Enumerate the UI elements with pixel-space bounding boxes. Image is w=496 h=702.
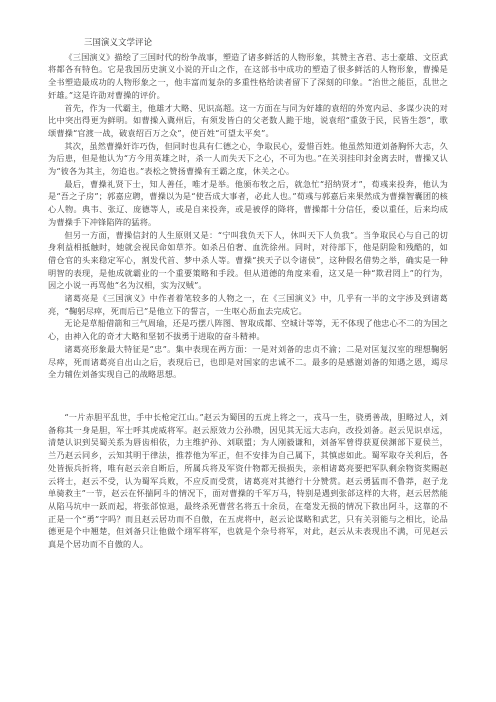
paragraph: 但另一方面，曹操信封的人生原则又是：“宁叫我负天下人，休叫天下人负我”。当争取民心与自己的切身利益相抵触时，她就会视民命如草芥。如杀吕伯奢、血洗徐州。同时，对待部下，他是阴险和残酷的，如借仓官的头来稳定军心，割发代首、梦中杀人等。曹操“挟天子以令诸侯”，这种假名借势之举，确实是一种明智的表现，是他成就霸业的一个重要策略和手段。但从道德的角度来看，这又是一种“欺君罔上”的行为，因之小说一再骂他“名为汉相，实为汉贼”。	[48, 229, 448, 291]
document-page	[48, 36, 448, 551]
paragraph: 诸葛亮是《三国演义》中作者着笔较多的人物之一，在《三国演义》中，几乎有一半的文字涉及到诸葛亮，“鞠躬尽瘁，死而后已”是他立下的誓言，一生呕心沥血去完成它。	[48, 293, 448, 316]
paragraph: 最后，曹操礼贤下士，知人善任，唯才是举。他颁布牧之后，就急忙“招纳贤才”，荀彧来投奔，他认为是“吾之子房”；郭嘉应聘，曹操以为是“使吾成大事者，必此人也。”荀彧与郭嘉后来果然成为曹操智囊团的核心人物。典韦、张辽、庞德等人，或是自来投奔，或是被俘的降将，曹操都十分信任，委以重任，后来均成为曹操手下冲锋陷阵的猛将。	[48, 178, 448, 227]
paragraph: 无论是草船借箭和三气周瑜，还是巧摆八阵图、智取成都、空城计等等，无不体现了他忠心不二的为国之心，由神入化的奇才大略和坚韧不拔勇于进取的奋斗精神。	[48, 318, 448, 342]
paragraph: 首先，作为一代霸主，他雄才大略、见识高超。这一方面在与同为好雄的袁绍的外宽内忌、多谋少决的对比中突出得更为鲜明。如曹操入冀州后，有须发皆白的父老数人跪于地，说袁绍“重敛于民，民皆生怨”，歌颂曹操“官渡一战，破袁绍百万之众”，使百姓“可望太平矣”。	[48, 102, 448, 138]
paragraph: 《三国演义》描绘了三国时代的纷争战事，塑造了诸多鲜活的人物形象，其赞主吝君、志士豪雄、文臣武将都各有特色。它是我国历史演义小说的开山之作，在这部书中成功的塑造了很多鲜活的人物形象，曹操是全书塑造最成功的人物形象之一，他丰富而复杂的多重性格给读者留下了深刻的印象。“治世之能臣，乱世之奸雄。”这是许劭对曹操的评价。	[48, 51, 448, 100]
paragraph: 其次，虽然曹操奸诈巧伪，但同时也具有仁德之心，争取民心，爱惜百姓。他虽然知道刘备胸怀大志，久为后患，但是他认为“方今用英雄之时，杀一人而失天下之心，不可为也。”在关羽挂印封金离去时，曹操又认为“彼各为其主，勿追也。”表松之赞扬曹操有王霸之度，休关之心。	[48, 140, 448, 177]
paragraph: “一片赤胆平乱世，手中长枪定江山。”赵云为蜀国的五虎上将之一，戎马一生，骁勇善战，胆略过人，刘备称其一身是胆，军士呼其虎威将军。赵云原效力公孙瓒，因见其无远大志向，改投刘备。赵云见识卓远，清楚认识到吴蜀关系为唇齿相依，力主维护孙、刘联盟；为人刚毅谦和，刘备军曾得获夏侯渊部下夏侯兰，兰乃赵云同乡，云知其明于律法，推荐他为军正，但不安排为自己属下，其慎虑如此。蜀军取夺关利后，各处皆振兵折将，唯有赵云亲自断后，所属兵将及军资什物都无损损失，亲相诸葛亮要把军队剩余物资奖赐赵云将士，赵云不受，认为蜀军兵败，不应反而受赏，诸葛亮对其德行十分赞赏。赵云勇猛而不鲁莽，赵子龙单骑救主”一节，赵云在怀揣阿斗的情况下，面对曹操的千军万马，特别是遇到张郃这样的大将，赵云居然能从陷马坑中一跃而起，将张郃惊退，最终杀死曹营名将五十余员，在毫发无损的情况下救出阿斗，这靠的不正是一个“勇”字吗？而且赵云居功而不自傲，在五虎将中，赵云论谋略和武艺，只有关羽能与之相比，论品德更是个中翘楚，但刘备只让他做个翊军将军，也就是个杂号将军，对此，赵云从未表现出不满，可见赵云真是个居功而不自傲的人。	[48, 411, 448, 550]
paragraph: 诸葛亮形象最大特征是“忠”。集中表现在两方面：一是对刘备的忠贞不渝；二是对匡复汉室的理想鞠躬尽瘁，死而诸葛亮自出山之后，表现后已，也即是对国家的忠诚不二。最多的是感谢刘备的知遇之恩，竭尽全力辅佐刘备实现自己的战略思想。	[48, 343, 448, 380]
section-gap	[48, 381, 448, 411]
document-title: 三国演义文学评论	[84, 37, 153, 47]
